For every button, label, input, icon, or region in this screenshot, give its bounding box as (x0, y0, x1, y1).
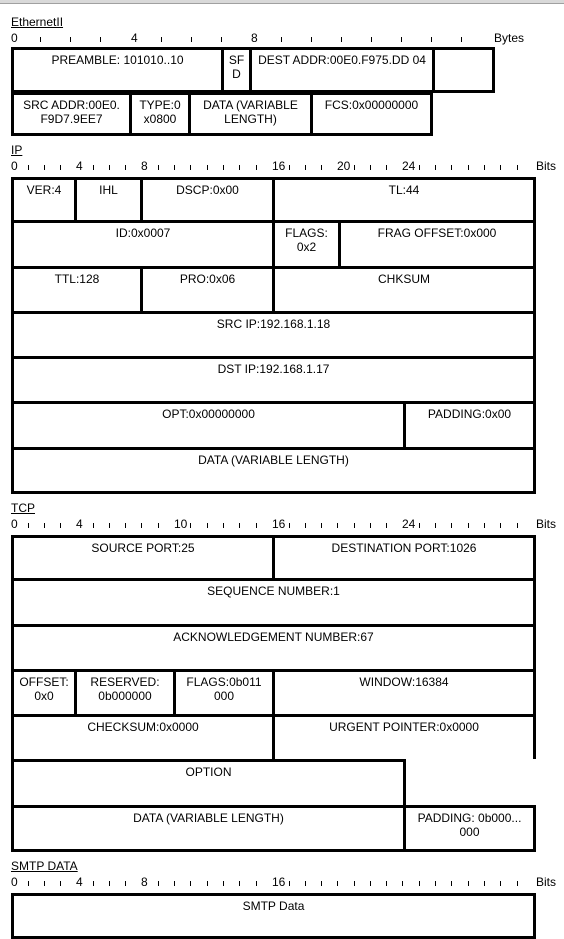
ip-tl-field: TL:44 (272, 177, 536, 223)
ruler-tick (60, 881, 61, 886)
ruler-tick (341, 37, 342, 42)
ruler-tick (500, 165, 501, 170)
ruler-tick (93, 523, 94, 528)
eth-data-field: DATA (VARIABLE LENGTH) (188, 92, 313, 136)
top-border (0, 0, 564, 4)
smtp-data-field: SMTP Data (11, 893, 536, 939)
ruler-tick (451, 165, 452, 170)
ruler-label: 0 (11, 31, 18, 45)
ip-data-field: DATA (VARIABLE LENGTH) (11, 447, 536, 494)
ethernet-section-title[interactable]: EthernetII (11, 15, 64, 29)
ruler-tick (484, 523, 485, 528)
ruler-tick (256, 165, 257, 170)
ruler-tick (28, 523, 29, 528)
ruler-label: 10 (174, 517, 188, 531)
ruler-tick (28, 165, 29, 170)
ip-dscp-field: DSCP:0x00 (140, 177, 275, 223)
ruler-tick (174, 165, 175, 170)
ruler-tick (109, 881, 110, 886)
ruler-unit: Bits (536, 517, 557, 531)
eth-sfd-field: SF D (221, 47, 252, 93)
ruler-tick (44, 165, 45, 170)
ruler-tick (354, 165, 355, 170)
ruler-tick (305, 165, 306, 170)
ruler-tick (370, 523, 371, 528)
ruler-tick (289, 523, 290, 528)
ip-dst-ip-field: DST IP:192.168.1.17 (11, 356, 536, 404)
ip-flags-field: FLAGS: 0x2 (272, 220, 341, 269)
ruler-tick (311, 37, 312, 42)
ruler-tick (239, 523, 240, 528)
ruler-label: 4 (76, 159, 83, 173)
ip-options-field: OPT:0x00000000 (11, 401, 406, 450)
tcp-option-field: OPTION (11, 759, 406, 808)
ruler-tick (402, 881, 403, 886)
ruler-label: 24 (402, 159, 416, 173)
ruler-tick (435, 881, 436, 886)
ruler-tick (500, 523, 501, 528)
ruler-tick (370, 881, 371, 886)
ruler-tick (484, 165, 485, 170)
ip-protocol-field: PRO:0x06 (140, 266, 275, 314)
ruler-tick (517, 165, 518, 170)
eth-preamble-field: PREAMBLE: 101010..10 (11, 47, 224, 93)
eth-dest-addr-field: DEST ADDR:00E0.F975.DD 04 (249, 47, 435, 93)
ruler-tick (305, 523, 306, 528)
ruler-tick (337, 523, 338, 528)
ruler-tick (289, 881, 290, 886)
ruler-tick (500, 881, 501, 886)
tcp-destination-port-field: DESTINATION PORT:1026 (272, 535, 536, 581)
ruler-tick (337, 881, 338, 886)
ruler-tick (321, 881, 322, 886)
eth-src-addr-field: SRC ADDR:00E0. F9D7.9EE7 (11, 92, 132, 136)
ruler-tick (207, 165, 208, 170)
ip-padding-field: PADDING:0x00 (403, 401, 536, 450)
ip-frag-offset-field: FRAG OFFSET:0x000 (338, 220, 536, 269)
ruler-tick (158, 165, 159, 170)
ip-ttl-field: TTL:128 (11, 266, 143, 314)
ruler-label: 16 (272, 517, 286, 531)
ruler-label: 0 (11, 875, 18, 889)
smtp-bit-ruler (11, 875, 564, 889)
ruler-tick (419, 881, 420, 886)
ruler-tick (431, 37, 432, 42)
ruler-label: 8 (141, 875, 148, 889)
ruler-tick (93, 165, 94, 170)
ruler-tick (517, 881, 518, 886)
ruler-tick (419, 523, 420, 528)
ruler-tick (239, 881, 240, 886)
ruler-label: 0 (11, 159, 18, 173)
ruler-tick (468, 881, 469, 886)
ruler-tick (93, 881, 94, 886)
tcp-window-field: WINDOW:16384 (272, 669, 536, 717)
tcp-offset-field: OFFSET: 0x0 (11, 669, 77, 717)
ip-section-title[interactable]: IP (11, 143, 23, 157)
ruler-tick (256, 881, 257, 886)
ruler-tick (70, 37, 71, 42)
tcp-checksum-field: CHECKSUM:0x0000 (11, 714, 275, 762)
ruler-label: 24 (402, 517, 416, 531)
ruler-tick (109, 523, 110, 528)
ip-bit-ruler (11, 159, 564, 173)
ruler-tick (44, 523, 45, 528)
ip-src-ip-field: SRC IP:192.168.1.18 (11, 311, 536, 359)
tcp-source-port-field: SOURCE PORT:25 (11, 535, 275, 581)
ruler-tick (419, 165, 420, 170)
ruler-tick (158, 523, 159, 528)
ruler-unit: Bits (536, 159, 557, 173)
ruler-tick (484, 881, 485, 886)
tcp-flags-field: FLAGS:0b011 000 (173, 669, 275, 717)
ruler-tick (401, 37, 402, 42)
eth-fcs-field: FCS:0x00000000 (310, 92, 433, 136)
ruler-tick (223, 523, 224, 528)
tcp-ack-number-field: ACKNOWLEDGEMENT NUMBER:67 (11, 624, 536, 672)
ruler-label: 16 (272, 875, 286, 889)
ruler-tick (207, 881, 208, 886)
ruler-tick (354, 523, 355, 528)
ruler-tick (371, 37, 372, 42)
ruler-tick (221, 37, 222, 42)
ruler-unit: Bytes (494, 31, 525, 45)
ruler-tick (281, 37, 282, 42)
ruler-tick (190, 881, 191, 886)
ruler-tick (100, 37, 101, 42)
ruler-tick (223, 165, 224, 170)
ruler-label: 0 (11, 517, 18, 531)
eth-type-field: TYPE:0 x0800 (129, 92, 191, 136)
ruler-label: 8 (141, 159, 148, 173)
ip-id-field: ID:0x0007 (11, 220, 275, 269)
tcp-sequence-number-field: SEQUENCE NUMBER:1 (11, 578, 536, 627)
ip-checksum-field: CHKSUM (272, 266, 536, 314)
ruler-tick (207, 523, 208, 528)
ruler-tick (125, 523, 126, 528)
ruler-tick (141, 523, 142, 528)
ip-ver-field: VER:4 (11, 177, 77, 223)
tcp-bit-ruler (11, 517, 564, 531)
tcp-reserved-field: RESERVED: 0b000000 (74, 669, 176, 717)
ruler-tick (223, 881, 224, 886)
ruler-tick (386, 881, 387, 886)
ruler-tick (109, 165, 110, 170)
ruler-tick (451, 881, 452, 886)
ruler-tick (256, 523, 257, 528)
ruler-tick (239, 165, 240, 170)
ruler-tick (158, 881, 159, 886)
ruler-tick (44, 881, 45, 886)
ruler-tick (289, 165, 290, 170)
ruler-tick (435, 523, 436, 528)
ruler-tick (191, 37, 192, 42)
smtp-section-title[interactable]: SMTP DATA (11, 859, 78, 873)
ruler-tick (305, 881, 306, 886)
ruler-tick (60, 523, 61, 528)
ruler-label: 4 (76, 875, 83, 889)
tcp-empty-field (403, 759, 536, 808)
ruler-unit: Bits (536, 875, 557, 889)
ethernet-byte-ruler (11, 31, 564, 45)
ruler-tick (370, 165, 371, 170)
ruler-tick (40, 37, 41, 42)
ruler-tick (321, 523, 322, 528)
ruler-label: 4 (131, 31, 138, 45)
ruler-label: 20 (337, 159, 351, 173)
ruler-tick (386, 165, 387, 170)
ruler-tick (190, 165, 191, 170)
ruler-tick (174, 881, 175, 886)
ruler-tick (386, 523, 387, 528)
ruler-tick (125, 881, 126, 886)
ruler-tick (28, 881, 29, 886)
ruler-tick (435, 165, 436, 170)
ruler-tick (60, 165, 61, 170)
ruler-tick (190, 523, 191, 528)
tcp-section-title[interactable]: TCP (11, 501, 35, 515)
ruler-tick (461, 37, 462, 42)
ruler-tick (161, 37, 162, 42)
tcp-data-field: DATA (VARIABLE LENGTH) (11, 805, 406, 852)
ruler-label: 8 (251, 31, 258, 45)
ruler-tick (125, 165, 126, 170)
ruler-tick (468, 523, 469, 528)
ip-ihl-field: IHL (74, 177, 143, 223)
tcp-padding-field: PADDING: 0b000... 000 (403, 805, 536, 852)
ruler-label: 16 (272, 159, 286, 173)
ruler-label: 4 (76, 517, 83, 531)
ruler-tick (517, 523, 518, 528)
ruler-tick (321, 165, 322, 170)
ruler-tick (468, 165, 469, 170)
tcp-urgent-pointer-field: URGENT POINTER:0x0000 (272, 714, 536, 762)
ruler-tick (354, 881, 355, 886)
ruler-tick (451, 523, 452, 528)
eth-empty-field (432, 47, 495, 93)
